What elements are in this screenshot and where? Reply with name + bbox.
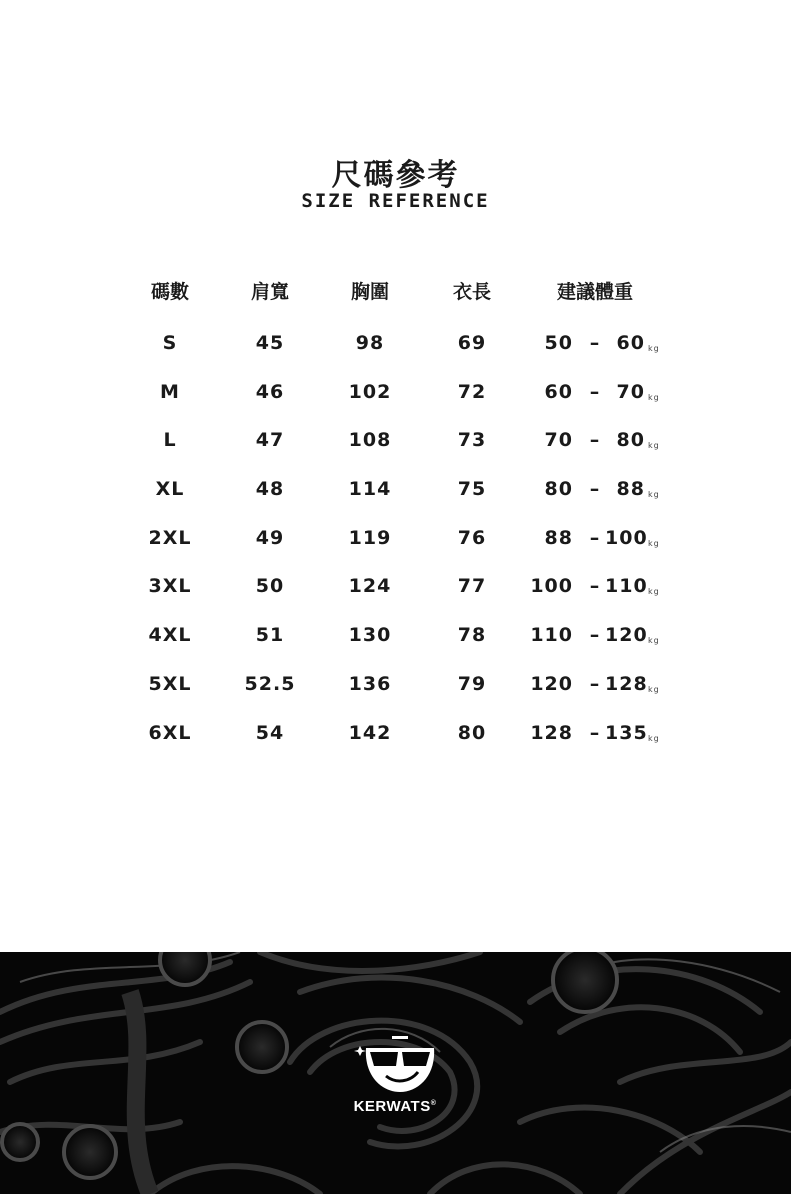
weight-min: 120: [530, 672, 573, 695]
length-cell: 80: [457, 721, 487, 744]
shoulder-cell: 54: [255, 721, 285, 744]
weight-max: 128: [605, 672, 648, 695]
weight-dash: –: [589, 332, 601, 354]
length-cell: 77: [457, 575, 487, 598]
shoulder-cell: 45: [255, 332, 285, 354]
chest-cell: 124: [348, 575, 392, 598]
table-row: [118, 420, 678, 469]
weight-cell: [523, 566, 683, 606]
size-cell: M: [160, 380, 180, 403]
shoulder-cell: 48: [255, 478, 285, 501]
size-cell: XL: [155, 478, 185, 501]
weight-dash: –: [589, 624, 601, 647]
weight-unit: kg: [648, 636, 660, 646]
size-cell: 5XL: [148, 672, 192, 695]
chest-cell: 130: [348, 624, 392, 647]
brand-name-text: KERWATS: [353, 1098, 431, 1115]
chest-cell: 119: [348, 526, 392, 549]
weight-max: 100: [605, 526, 648, 549]
table-header-row: [118, 272, 678, 312]
weight-cell: [523, 615, 683, 655]
registered-mark: ®: [430, 1100, 437, 1107]
weight-min: 50: [544, 332, 573, 354]
chest-cell: 136: [348, 672, 392, 695]
brand-name: [340, 1098, 450, 1115]
weight-dash: –: [589, 478, 601, 501]
weight-max: 80: [616, 429, 645, 452]
table-row: [118, 566, 678, 615]
length-cell: 73: [457, 429, 487, 452]
page-title: 尺碼參考: [331, 158, 460, 193]
weight-cell: [523, 469, 683, 509]
shoulder-cell: 47: [255, 429, 285, 452]
header-length: 衣長: [452, 281, 491, 303]
size-cell: L: [163, 429, 177, 452]
weight-max: 70: [616, 380, 645, 403]
weight-cell: [523, 664, 683, 704]
chest-cell: 142: [348, 721, 392, 744]
shoulder-cell: 49: [255, 526, 285, 549]
weight-dash: –: [589, 575, 601, 598]
length-cell: 78: [457, 624, 487, 647]
weight-min: 88: [544, 526, 573, 549]
weight-unit: kg: [648, 538, 660, 548]
weight-max: 135: [605, 721, 648, 744]
header-chest: 胸圍: [350, 281, 389, 303]
weight-min: 110: [530, 624, 573, 647]
weight-min: 60: [544, 380, 573, 403]
weight-dash: –: [589, 380, 601, 403]
length-cell: 79: [457, 672, 487, 695]
weight-min: 128: [530, 721, 573, 744]
weight-dash: –: [589, 526, 601, 549]
size-cell: 4XL: [148, 624, 192, 647]
weight-cell: [523, 713, 683, 753]
brand-banner: [0, 952, 791, 1194]
weight-min: 80: [544, 478, 573, 501]
size-cell: 3XL: [148, 575, 192, 598]
shoulder-cell: 46: [255, 380, 285, 403]
weight-cell: [523, 323, 683, 363]
header-shoulder: 肩寬: [250, 281, 289, 303]
weight-dash: –: [589, 429, 601, 452]
length-cell: 76: [457, 526, 487, 549]
weight-unit: kg: [648, 392, 660, 402]
chest-cell: 114: [348, 478, 392, 501]
weight-unit: kg: [648, 441, 660, 451]
shoulder-cell: 51: [255, 624, 285, 647]
weight-unit: kg: [648, 733, 660, 743]
weight-max: 88: [616, 478, 645, 501]
chest-cell: 98: [355, 332, 385, 354]
shoulder-cell: 52.5: [244, 672, 296, 695]
chest-cell: 102: [348, 380, 392, 403]
table-row: [118, 615, 678, 664]
weight-min: 70: [544, 429, 573, 452]
weight-cell: [523, 420, 683, 460]
chest-cell: 108: [348, 429, 392, 452]
shoulder-cell: 50: [255, 575, 285, 598]
length-cell: 75: [457, 478, 487, 501]
table-row: [118, 713, 678, 762]
weight-cell: [523, 372, 683, 412]
length-cell: 72: [457, 380, 487, 403]
weight-dash: –: [589, 721, 601, 744]
weight-max: 60: [616, 332, 645, 354]
size-table: [118, 272, 678, 761]
size-cell: 6XL: [148, 721, 192, 744]
weight-unit: kg: [648, 344, 660, 353]
size-cell: S: [162, 332, 178, 354]
weight-min: 100: [530, 575, 573, 598]
table-row: [118, 518, 678, 567]
weight-unit: kg: [648, 587, 660, 597]
header-size: 碼數: [150, 281, 189, 303]
table-row: [118, 372, 678, 421]
weight-dash: –: [589, 672, 601, 695]
table-row: [118, 469, 678, 518]
sunglasses-smiley-icon: [352, 1036, 448, 1096]
size-cell: 2XL: [148, 526, 192, 549]
weight-max: 110: [605, 575, 648, 598]
table-row: [118, 323, 678, 372]
table-row: [118, 664, 678, 713]
length-cell: 69: [457, 332, 487, 354]
weight-cell: [523, 518, 683, 558]
weight-max: 120: [605, 624, 648, 647]
weight-unit: kg: [648, 684, 660, 694]
header-weight: 建議體重: [556, 281, 633, 303]
page-subtitle: SIZE REFERENCE: [301, 190, 490, 212]
weight-unit: kg: [648, 490, 660, 500]
